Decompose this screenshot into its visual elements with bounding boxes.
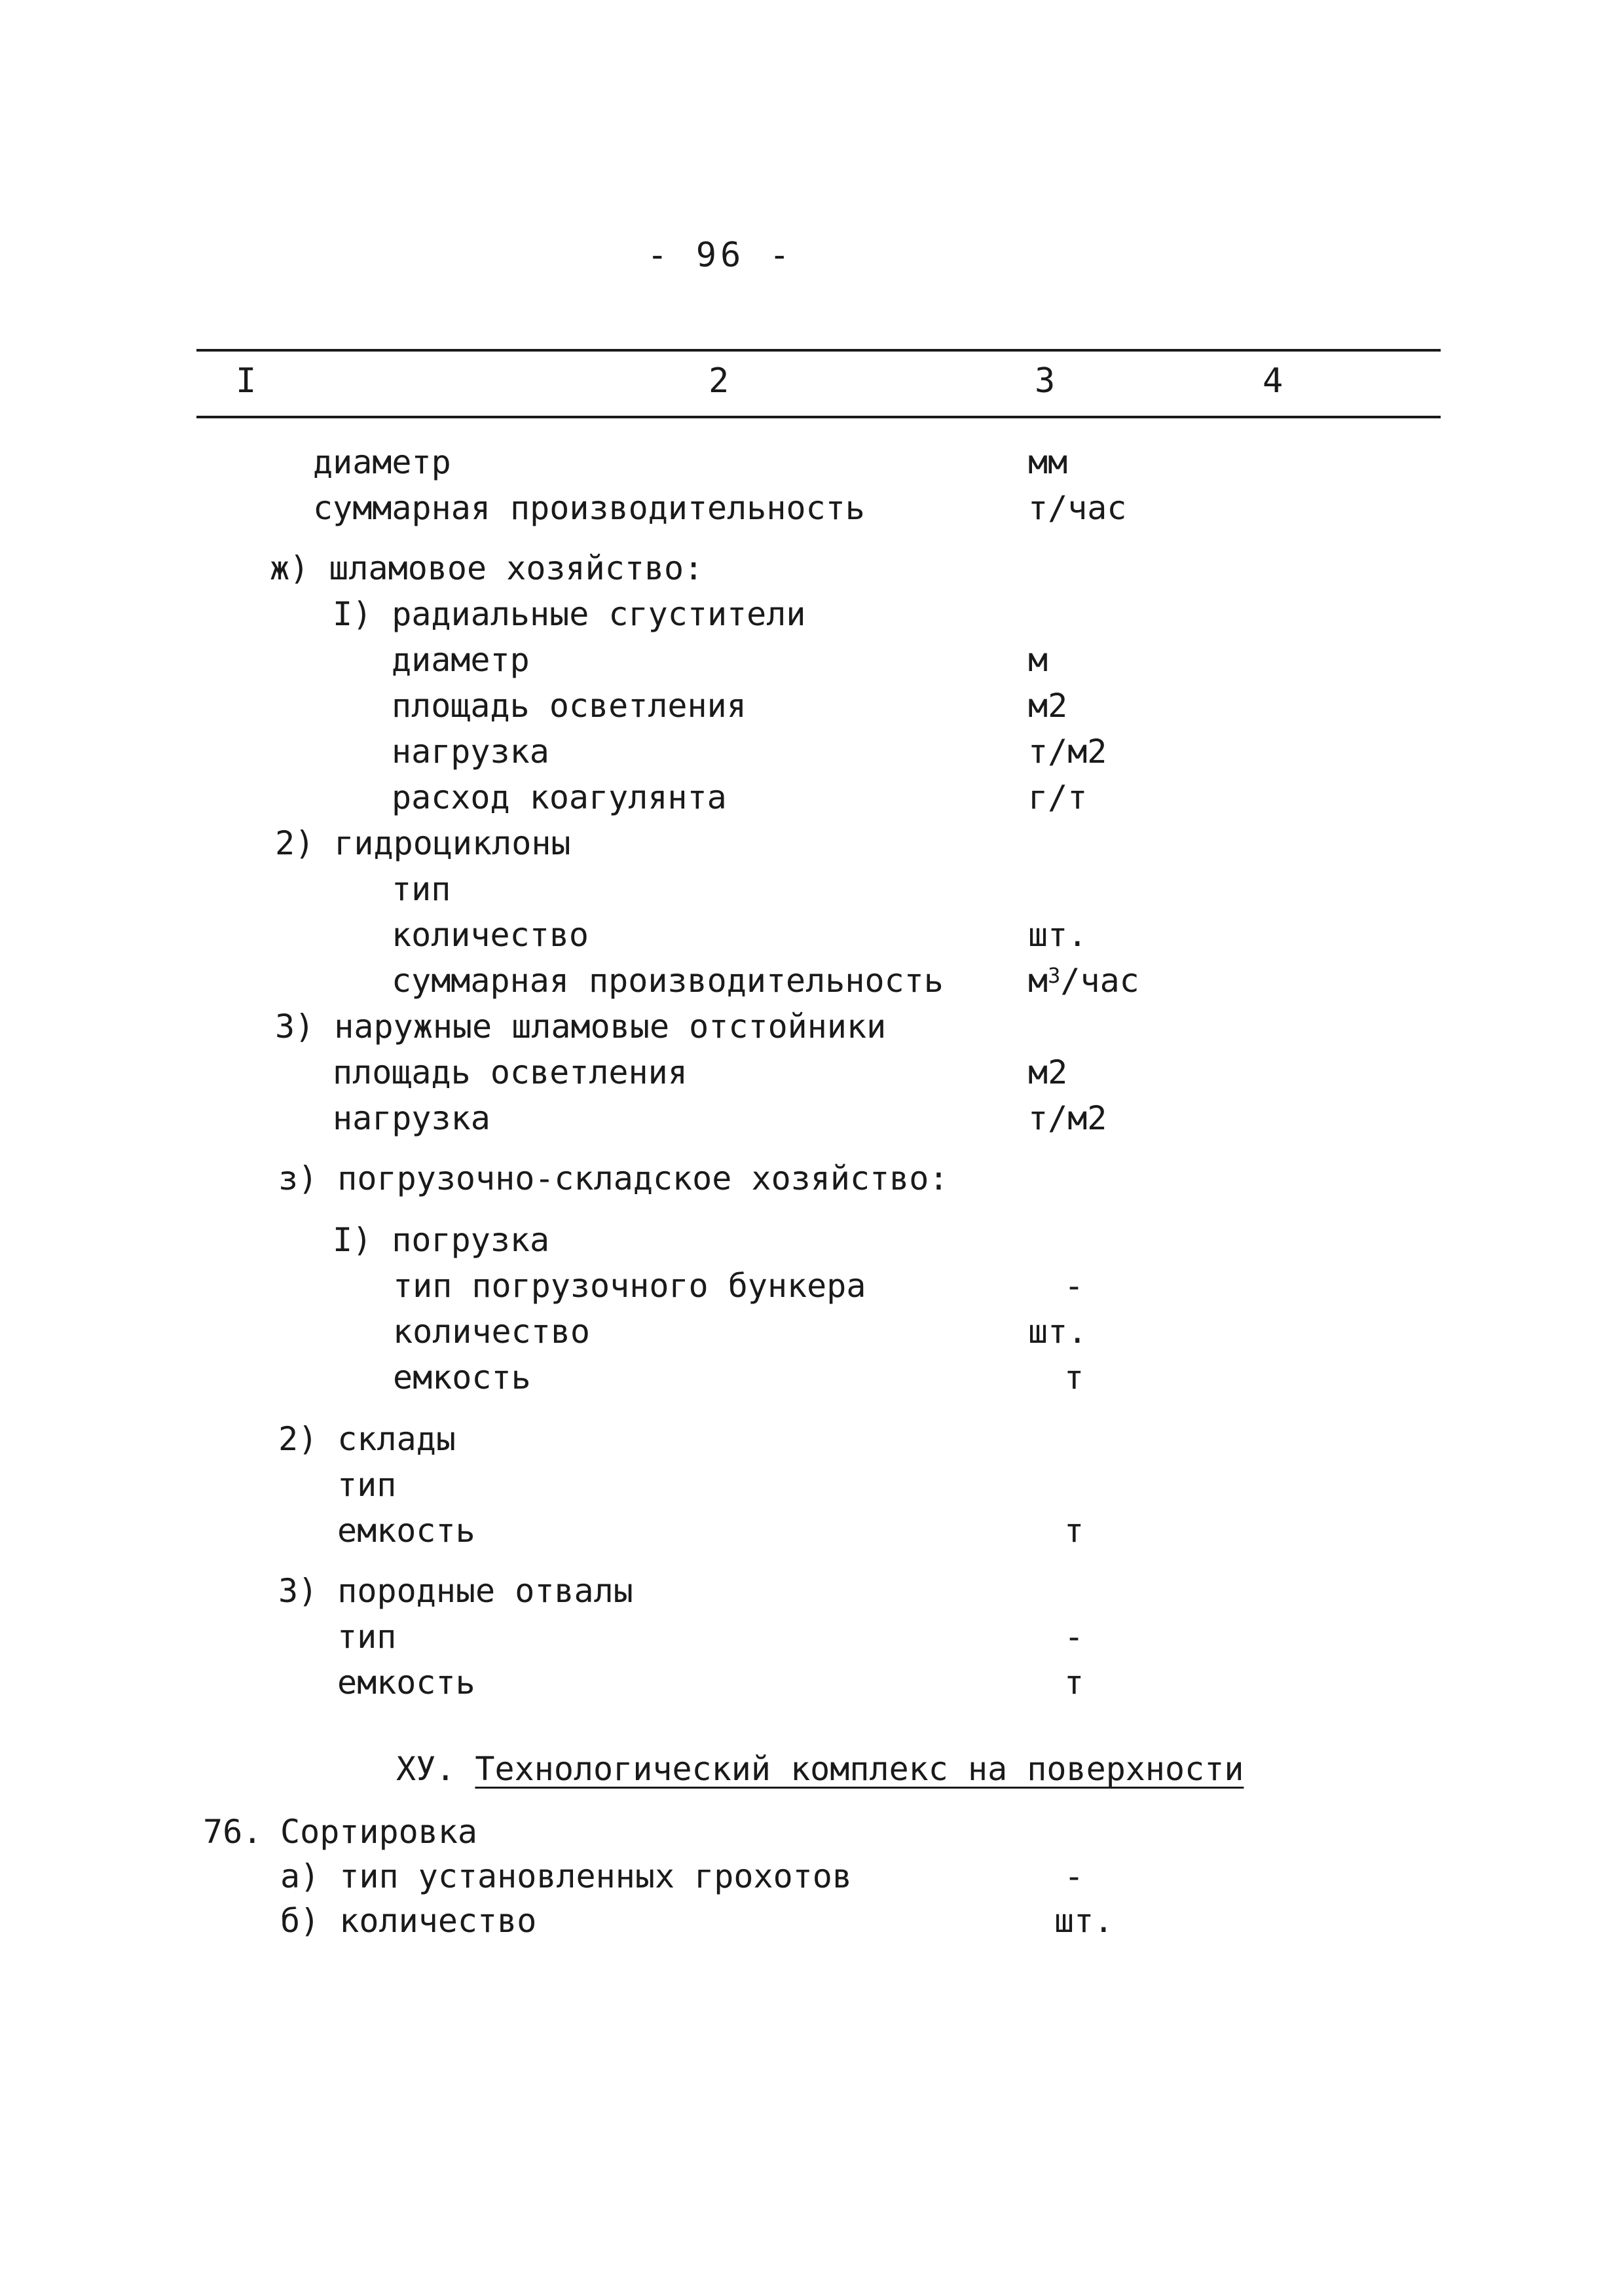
row-unit: т/м2: [1028, 733, 1107, 771]
table-row: [0, 1159, 1624, 1198]
unit-base: м: [1028, 962, 1048, 1000]
row-label: суммарная производительность: [392, 962, 944, 1000]
row-label: тип: [392, 870, 451, 908]
table-row: [0, 1266, 1624, 1305]
table-row: [0, 1571, 1624, 1611]
table-row: [0, 1220, 1624, 1260]
row-label: площадь осветления: [333, 1053, 688, 1091]
row-unit: -: [1063, 1618, 1084, 1656]
row-label: емкость: [337, 1664, 475, 1702]
subgroup-label: 2) склады: [278, 1420, 456, 1458]
subgroup-label: I) погрузка: [333, 1221, 550, 1259]
row-unit: шт.: [1028, 916, 1088, 954]
row-label: а) тип установленных грохотов: [280, 1857, 852, 1895]
table-header-col-1: I: [236, 361, 257, 401]
row-label: суммарная производительность: [313, 489, 865, 527]
row-unit: т/м2: [1028, 1099, 1107, 1137]
table-row: [0, 1663, 1624, 1702]
table-row: [0, 1053, 1624, 1092]
subsection-label: з) погрузочно-складское хозяйство:: [278, 1159, 949, 1197]
row-label: количество: [392, 916, 589, 954]
row-label: тип погрузочного бункера: [393, 1267, 866, 1305]
row-unit: -: [1063, 1857, 1084, 1895]
table-row: [0, 869, 1624, 909]
table-row: [0, 915, 1624, 955]
table-header-col-3: 3: [1035, 361, 1056, 401]
table-row: [0, 1617, 1624, 1656]
row-label: диаметр: [392, 641, 530, 679]
row-unit: мм: [1028, 443, 1068, 481]
table-row: [0, 594, 1624, 634]
row-label: площадь осветления: [392, 687, 747, 725]
table-row: [0, 640, 1624, 680]
row-label: емкость: [393, 1358, 531, 1396]
row-label: количество: [393, 1313, 591, 1351]
subgroup-label: I) радиальные сгустители: [333, 595, 806, 633]
row-unit: т: [1063, 1664, 1084, 1702]
item-title: Сортировка: [280, 1813, 478, 1851]
row-unit: шт.: [1054, 1902, 1114, 1940]
row-unit: м: [1028, 641, 1048, 679]
section-heading: [396, 1749, 1244, 1789]
row-label: б) количество: [280, 1902, 537, 1940]
table-row: [0, 824, 1624, 863]
subgroup-label: 3) породные отвалы: [278, 1572, 633, 1610]
unit-superscript: 3: [1048, 963, 1061, 988]
subgroup-label: 2) гидроциклоны: [275, 824, 571, 862]
table-header-col-2: 2: [709, 361, 729, 401]
row-label: емкость: [337, 1512, 475, 1550]
row-unit: г/т: [1028, 778, 1088, 816]
row-label: нагрузка: [392, 733, 549, 771]
section-number: ХУ.: [396, 1750, 456, 1788]
table-row: [0, 1511, 1624, 1550]
table-row: [0, 443, 1624, 482]
row-label: тип: [337, 1618, 397, 1656]
row-label: диаметр: [313, 443, 451, 481]
row-label: расход коагулянта: [392, 778, 727, 816]
table-row: [0, 1419, 1624, 1459]
unit-rest: /час: [1060, 962, 1139, 1000]
row-label: тип: [337, 1466, 397, 1504]
table-row: [0, 961, 1624, 1000]
table-row: [0, 1857, 1624, 1896]
subgroup-label: 3) наружные шламовые отстойники: [275, 1008, 887, 1046]
row-unit: т: [1063, 1358, 1084, 1396]
row-unit: м2: [1028, 687, 1068, 725]
row-unit: -: [1063, 1267, 1084, 1305]
table-row: [0, 1901, 1624, 1941]
table-row: [0, 732, 1624, 771]
row-unit: м2: [1028, 1053, 1068, 1091]
table-row: [0, 1007, 1624, 1046]
table-header-top-rule: [196, 349, 1441, 352]
item-heading: [0, 1812, 1624, 1851]
item-number: 76.: [203, 1813, 263, 1851]
table-header-col-4: 4: [1263, 361, 1283, 401]
row-unit: [1028, 961, 1139, 1000]
table-row: [0, 488, 1624, 528]
subsection-label: ж) шламовое хозяйство:: [270, 549, 704, 587]
table-row: [0, 549, 1624, 588]
row-label: нагрузка: [333, 1099, 490, 1137]
row-unit: т: [1063, 1512, 1084, 1550]
table-row: [0, 1312, 1624, 1351]
table-row: [0, 778, 1624, 817]
table-row: [0, 1099, 1624, 1138]
table-row: [0, 1465, 1624, 1504]
section-title: Технологический комплекс на поверхности: [475, 1750, 1244, 1788]
table-row: [0, 1358, 1624, 1397]
row-unit: шт.: [1028, 1313, 1088, 1351]
row-unit: т/час: [1028, 489, 1127, 527]
table-row: [0, 686, 1624, 725]
page-number: - 96 -: [647, 236, 794, 275]
table-header-bottom-rule: [196, 416, 1441, 418]
